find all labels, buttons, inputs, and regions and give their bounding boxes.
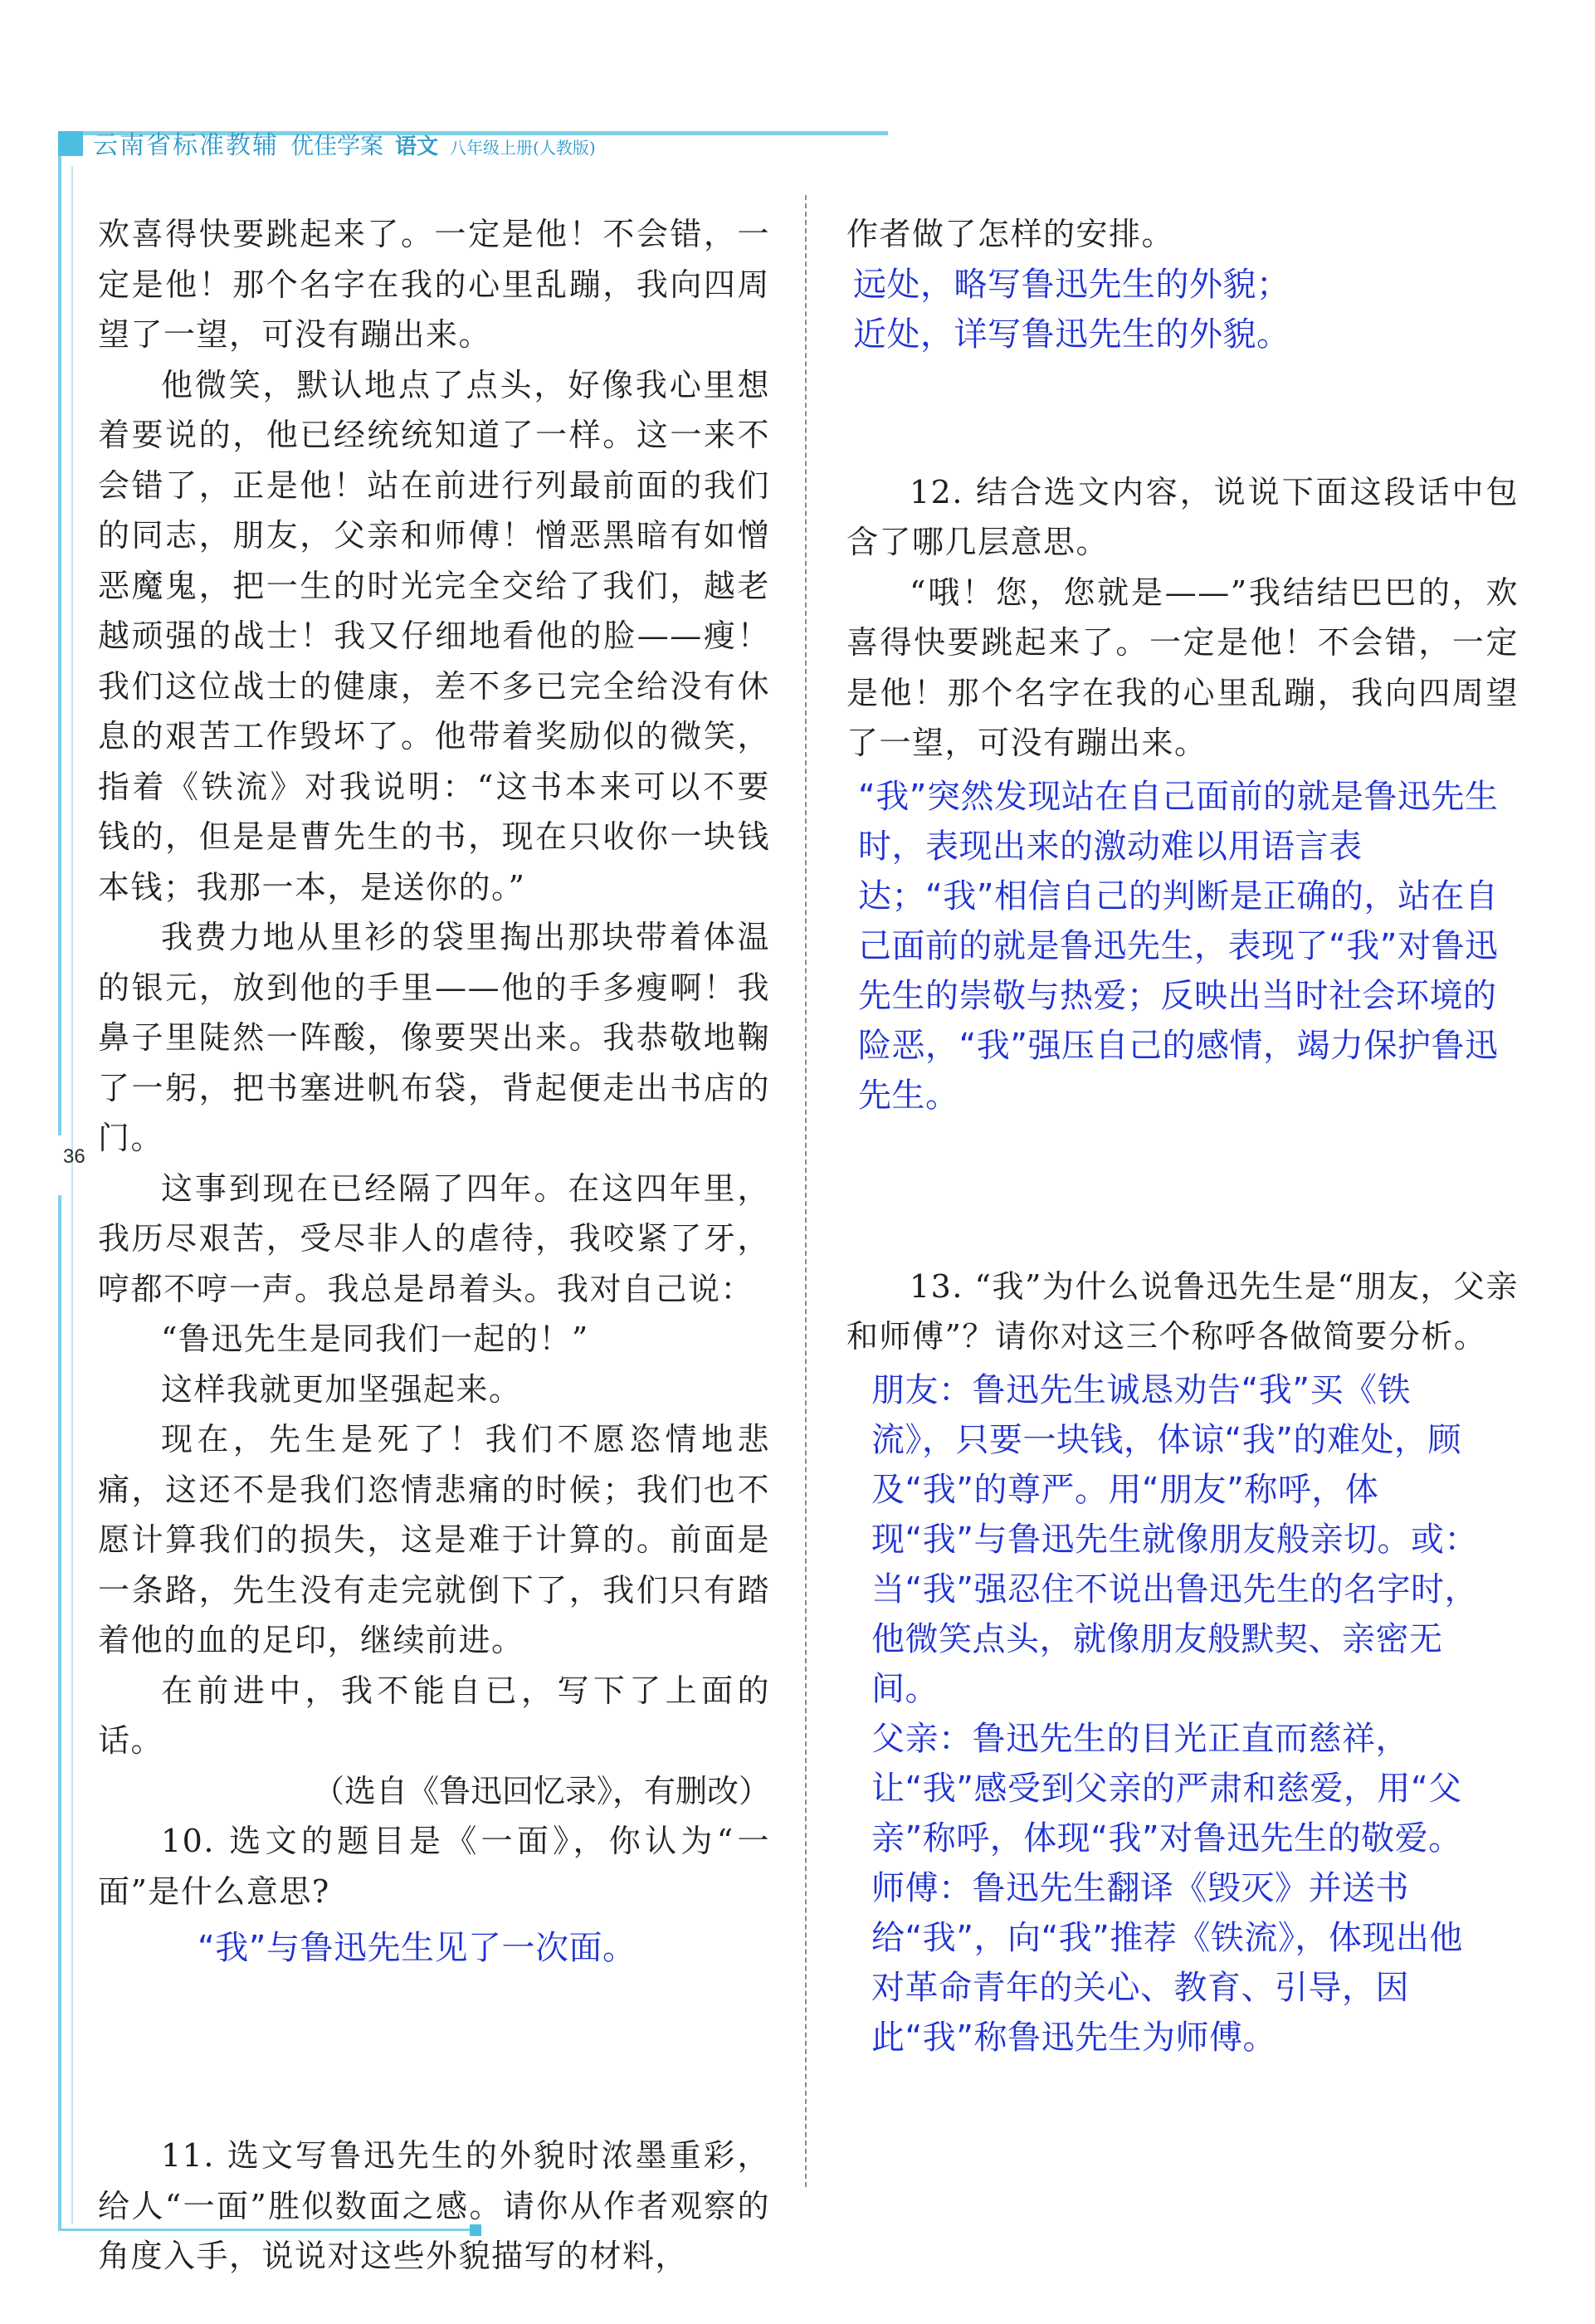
passage-paragraph: 我费力地从里衫的袋里掏出那块带着体温的银元，放到他的手里——他的手多瘦啊！我鼻子里陡然一阵酸，像要哭出来。我恭敬地鞠了一躬，把书塞进帆布袋，背起便走出书店的门。 [98,919,770,1156]
passage-paragraph: 这样我就更加坚强起来。 [161,1370,522,1408]
subject-label: 语文 [395,134,439,159]
answer-13-friend: 朋友：鲁迅先生诚恳劝告“我”买《铁流》，只要一块钱，体谅“我”的难处，顾及“我”的尊严。用“朋友”称呼，体现“我”与鲁迅先生就像朋友般亲切。或：当“我”强忍住不说出鲁迅先生的名字时，他微笑点头，就像朋友般默契、亲密无间。 [871,1370,1478,1708]
answer-12: “我”突然发现站在自己面前的就是鲁迅先生时，表现出来的激动难以用语言表达；“我”相信自己的判断是正确的，站在自己面前的就是鲁迅先生，表现了“我”对鲁迅先生的崇敬与热爱；反映出当时社会环境的险恶，“我”强压自己的感情，竭力保护鲁迅先生。 [858,777,1499,1115]
passage-paragraph: 现在，先生是死了！我们不愿恣情地悲痛，这还不是我们恣情悲痛的时候；我们也不愿计算我们的损失，这是难于计算的。前面是一条路，先生没有走完就倒下了，我们只有踏着他的血的足印，继续前进。 [98,1421,770,1658]
passage-paragraph: 这事到现在已经隔了四年。在这四年里，我历尽艰苦，受尽非人的虐待，我咬紧了牙，哼都不哼一声。我总是昂着头。我对自己说： [98,1169,770,1307]
answer-11 [846,260,1519,359]
series-title: 云南省标准教辅 [93,131,279,160]
corner-block [58,131,83,156]
passage-paragraph: “鲁迅先生是同我们一起的！” [161,1321,589,1357]
question-11-continued: 作者做了怎样的安排。 [846,216,1175,252]
left-column [98,209,770,2282]
answer-11-line: 远处，略写鲁迅先生的外貌； [853,265,1290,304]
question-11: 11. 选文写鲁迅先生的外貌时浓墨重彩，给人“一面”胜似数面之感。请你从作者观察的角度入手，说说对这些外貌描写的材料， [98,2137,770,2274]
answer-10: “我”与鲁迅先生见了一次面。 [198,1929,637,1967]
answer-11-line: 近处，详写鲁迅先生的外貌。 [853,315,1290,354]
grade-label: 八年级上册(人教版) [450,138,596,158]
left-border-bottom [58,1195,61,2229]
passage-source: （选自《鲁迅回忆录》，有删改） [312,1772,770,1809]
column-divider [805,195,807,2187]
series-subtitle: 优佳学案 [290,132,384,159]
passage-paragraph: 欢喜得快要跳起来了。一定是他！不会错，一定是他！那个名字在我的心里乱蹦，我向四周望了一望，可没有蹦出来。 [98,216,770,353]
passage-paragraph: 他微笑，默认地点了点头，好像我心里想着要说的，他已经统统知道了一样。这一来不会错了，正是他！站在前进行列最前面的我们的同志，朋友，父亲和师傅！憎恶黑暗有如憎恶魔鬼，把一生的时光完全交给了我们，越老越顽强的战士！我又仔细地看他的脸——瘦！我们这位战士的健康，差不多已完全给没有休息的艰苦工作毁坏了。他带着奖励似的微笑，指着《铁流》对我说明：“这书本来可以不要钱的，但是是曹先生的书，现在只收你一块钱本钱；我那一本，是送你的。” [98,366,770,906]
inner-border [71,166,73,2224]
left-border-top [58,156,61,1135]
question-13: 13. “我”为什么说鲁迅先生是“朋友，父亲和师傅”？请你对这三个称呼各做简要分析。 [846,1267,1519,1355]
question-12: 12. 结合选文内容，说说下面这段话中包含了哪几层意思。 [846,473,1519,560]
question-12-quote: “哦！您，您就是——”我结结巴巴的，欢喜得快要跳起来了。一定是他！不会错，一定是他！那个名字在我的心里乱蹦，我向四周望了一望，可没有蹦出来。 [846,574,1519,761]
answer-13-father: 父亲：鲁迅先生的目光正直而慈祥，让“我”感受到父亲的严肃和慈爱，用“父亲”称呼，体现“我”对鲁迅先生的敬爱。 [871,1719,1462,1858]
answer-13 [846,1365,1519,2063]
passage-paragraph: 在前进中，我不能自已，写下了上面的话。 [98,1672,770,1759]
question-10: 10. 选文的题目是《一面》，你认为“一面”是什么意思? [98,1823,770,1910]
page-number: 36 [63,1145,85,1168]
page-header [93,124,596,158]
answer-13-teacher: 师傅：鲁迅先生翻译《毁灭》并送书给“我”，向“我”推荐《铁流》，体现出他对革命青年的关心、教育、引导，因此“我”称鲁迅先生为师傅。 [871,1868,1463,2057]
right-column [846,209,1519,2063]
